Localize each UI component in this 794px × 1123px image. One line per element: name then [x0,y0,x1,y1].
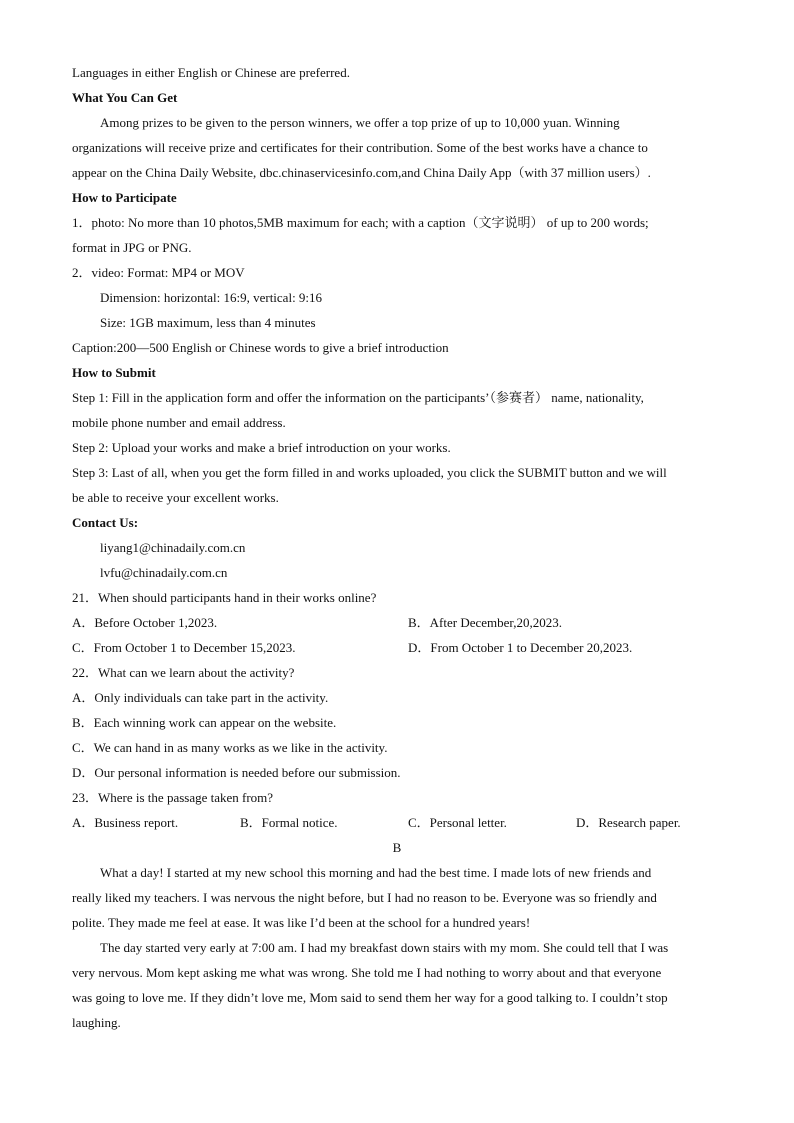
step-3-line-2: be able to receive your excellent works. [72,490,279,505]
question-23-options-row [72,810,722,835]
passage-b-p1-line-2: really liked my teachers. I was nervous the night before, but I had no reason to be. Everyone was so friendly and [72,890,657,905]
passage-b-label: B [392,840,402,855]
contact-email-2: lvfu@chinadaily.com.cn [100,565,228,580]
passage-b-p2-line-4: laughing. [72,1015,121,1030]
question-21-option-d: D．From October 1 to December 20,2023. [408,640,633,655]
passage-b-p1-line-1: What a day! I started at my new school this morning and had the best time. I made lots of new friends and [100,865,652,880]
document-page [72,60,722,1035]
passage-b-p2-line-3: was going to love me. If they didn’t love me, Mom said to send them her way for a good talking to. I couldn’t stop [72,990,668,1005]
contact-email-1: liyang1@chinadaily.com.cn [100,540,246,555]
question-21-option-a: A．Before October 1,2023. [72,615,218,630]
question-21-option-c: C．From October 1 to December 15,2023. [72,640,296,655]
question-21-options-row-2 [72,635,722,660]
question-23-option-d: D．Research paper. [576,815,681,830]
prizes-paragraph-line-2: organizations will receive prize and certificates for their contribution. Some of the best works have a chance to [72,140,648,155]
question-21-stem: 21．When should participants hand in their works online? [72,590,377,605]
video-size-line: Size: 1GB maximum, less than 4 minutes [100,315,316,330]
prizes-paragraph-line-3: appear on the China Daily Website, dbc.chinaservicesinfo.com,and China Daily App（with 37 million users）. [72,165,651,180]
photo-rule-line-1: 1．photo: No more than 10 photos,5MB maximum for each; with a caption（文字说明） of up to 200 words; [72,215,649,230]
passage-b-p2-line-2: very nervous. Mom kept asking me what was wrong. She told me I had nothing to worry about and that everyone [72,965,662,980]
question-21-option-b: B．After December,20,2023. [408,615,562,630]
question-22-option-a: A．Only individuals can take part in the activity. [72,690,329,705]
question-22-option-d: D．Our personal information is needed before our submission. [72,765,401,780]
prizes-paragraph-line-1: Among prizes to be given to the person winners, we offer a top prize of up to 10,000 yuan. Winning [100,115,620,130]
heading-contact-us: Contact Us: [72,515,139,530]
question-22-option-b: B．Each winning work can appear on the website. [72,715,337,730]
step-2-line: Step 2: Upload your works and make a brief introduction on your works. [72,440,451,455]
photo-rule-line-2: format in JPG or PNG. [72,240,192,255]
video-rule-line: 2．video: Format: MP4 or MOV [72,265,245,280]
languages-line: Languages in either English or Chinese are preferred. [72,65,350,80]
question-21-options-row-1 [72,610,722,635]
passage-b-p2-line-1: The day started very early at 7:00 am. I had my breakfast down stairs with my mom. She could tell that I was [100,940,669,955]
question-23-option-b: B．Formal notice. [240,815,338,830]
question-23-stem: 23．Where is the passage taken from? [72,790,274,805]
question-23-option-c: C．Personal letter. [408,815,507,830]
question-23-option-a: A．Business report. [72,815,179,830]
step-1-line-2: mobile phone number and email address. [72,415,286,430]
video-dimension-line: Dimension: horizontal: 16:9, vertical: 9:16 [100,290,323,305]
heading-how-to-submit: How to Submit [72,365,156,380]
question-22-option-c: C．We can hand in as many works as we like in the activity. [72,740,388,755]
step-1-line-1: Step 1: Fill in the application form and offer the information on the participants’（参赛者） name, nationality, [72,390,644,405]
heading-how-to-participate: How to Participate [72,190,177,205]
caption-rule-line: Caption:200—500 English or Chinese words to give a brief introduction [72,340,449,355]
passage-b-p1-line-3: polite. They made me feel at ease. It was like I’d been at the school for a hundred years! [72,915,531,930]
heading-what-you-can-get: What You Can Get [72,90,178,105]
question-22-stem: 22．What can we learn about the activity? [72,665,295,680]
step-3-line-1: Step 3: Last of all, when you get the form filled in and works uploaded, you click the SUBMIT button and we will [72,465,667,480]
